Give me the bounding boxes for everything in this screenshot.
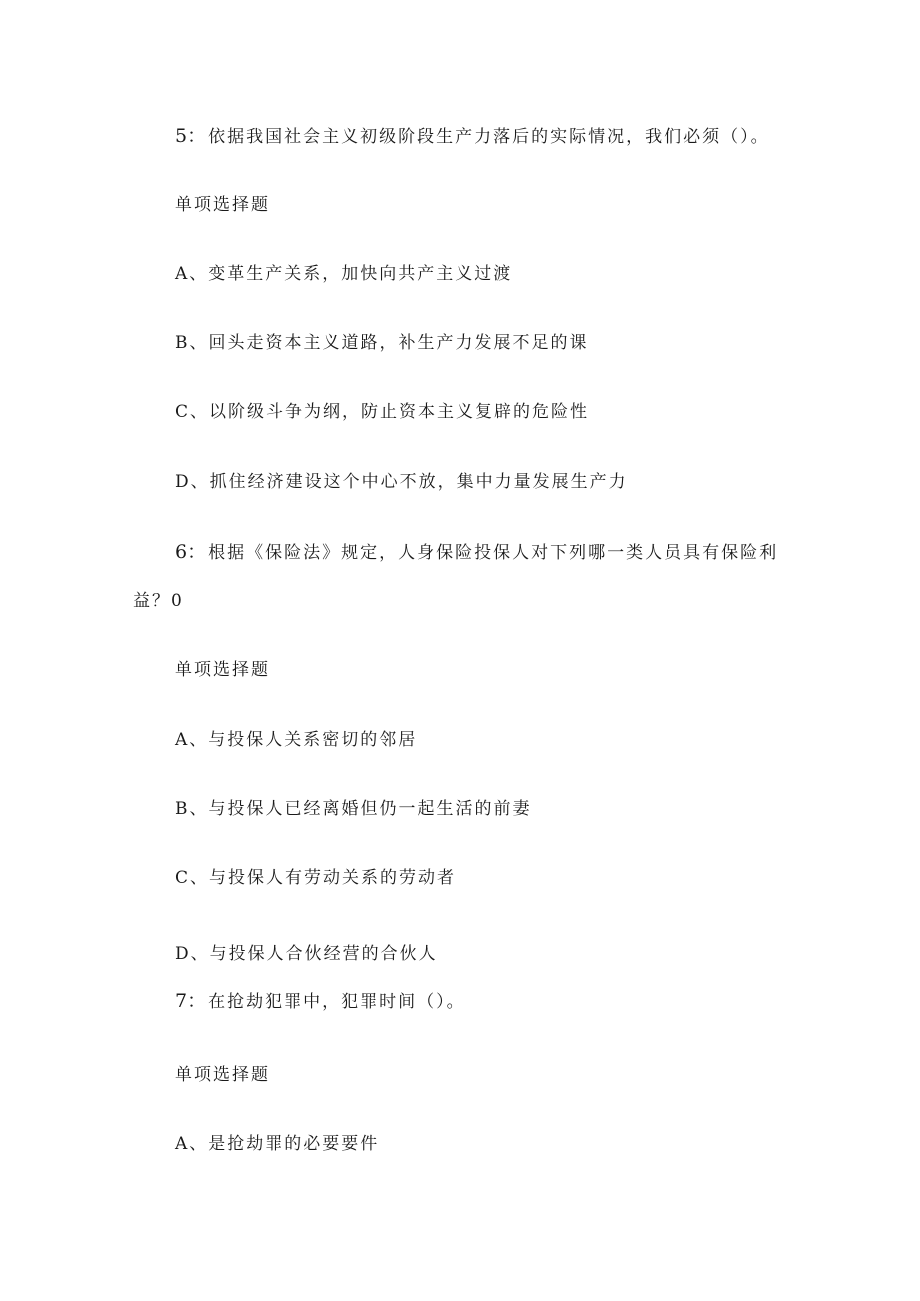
option-b: B、与投保人已经离婚但仍一起生活的前妻: [175, 799, 532, 819]
question-6-stem-line: [175, 540, 778, 565]
question-type-label: 单项选择题: [175, 1065, 270, 1085]
option-a: A、变革生产关系，加快向共产主义过渡: [175, 264, 513, 284]
option-a: A、与投保人关系密切的邻居: [175, 730, 418, 750]
option-d: D、与投保人合伙经营的合伙人: [175, 944, 438, 964]
question-type-label: 单项选择题: [175, 660, 270, 680]
option-c: C、与投保人有劳动关系的劳动者: [175, 868, 457, 888]
question-stem: 依据我国社会主义初级阶段生产力落后的实际情况，我们必须（）。: [208, 127, 770, 147]
question-number: 6：: [175, 541, 207, 563]
question-type-label: 单项选择题: [175, 195, 270, 215]
question-number: 7：: [175, 990, 207, 1012]
option-c: C、以阶级斗争为纲，防止资本主义复辟的危险性: [175, 402, 590, 422]
question-number: 5：: [175, 125, 207, 147]
option-a: A、是抢劫罪的必要要件: [175, 1134, 380, 1154]
question-stem: 根据《保险法》规定，人身保险投保人对下列哪一类人员具有保险利: [208, 543, 779, 563]
option-b: B、回头走资本主义道路，补生产力发展不足的课: [175, 333, 589, 353]
question-stem-continuation: 益？0: [133, 591, 184, 611]
question-7-stem-line: [175, 989, 466, 1014]
question-5-stem-line: [175, 124, 770, 149]
option-d: D、抓住经济建设这个中心不放，集中力量发展生产力: [175, 472, 628, 492]
question-stem: 在抢劫犯罪中，犯罪时间（）。: [208, 992, 466, 1012]
